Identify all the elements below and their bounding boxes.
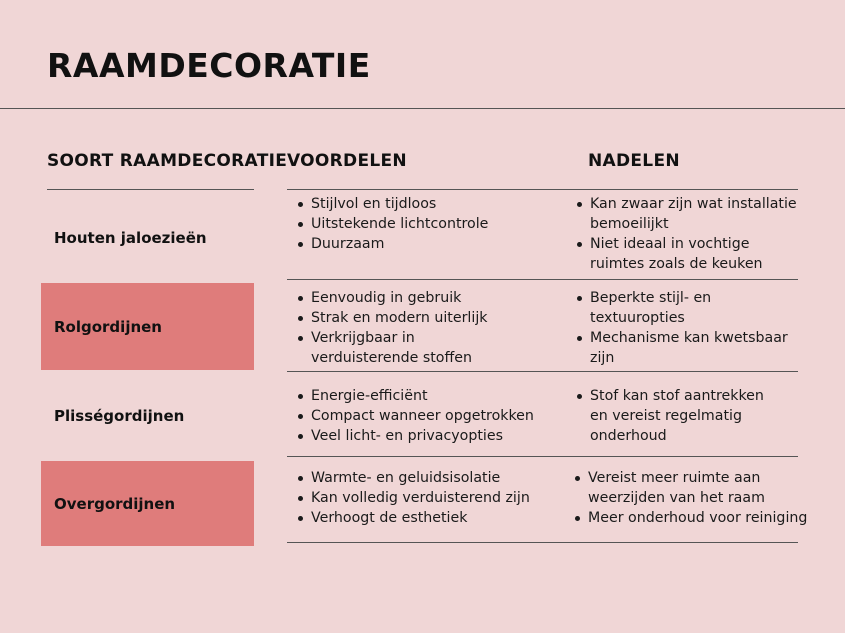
- pros-item: Veel licht- en privacyopties: [297, 426, 567, 446]
- row-type-label: Plisségordijnen: [54, 406, 185, 425]
- pros-item: Energie-efficiënt: [297, 386, 567, 406]
- row-type-houten-jaloezieen: [41, 196, 254, 280]
- row-type-label: Houten jaloezieën: [54, 229, 207, 247]
- cons-item: Mechanisme kan kwetsbaar zijn: [576, 328, 791, 368]
- row-type-plissegordijnen: [41, 373, 254, 458]
- title-divider: [0, 108, 845, 109]
- cons-list-rolgordijnen: [576, 288, 791, 368]
- header-divider: [287, 189, 798, 190]
- cons-list-overgordijnen: [574, 468, 814, 528]
- pros-item: Verkrijgbaar in verduisterende stoffen: [297, 328, 481, 368]
- cons-item: Meer onderhoud voor reiniging: [574, 508, 814, 528]
- row-divider: [287, 542, 798, 543]
- pros-item: Kan volledig verduisterend zijn: [297, 488, 567, 508]
- pros-item: Uitstekende lichtcontrole: [297, 214, 567, 234]
- row-divider: [287, 279, 798, 280]
- pros-list-houten-jaloezieen: [297, 194, 567, 254]
- row-type-rolgordijnen: [41, 283, 254, 370]
- pros-item: Strak en modern uiterlijk: [297, 308, 567, 328]
- header-cons: NADELEN: [588, 151, 680, 171]
- page-title: RAAMDECORATIE: [47, 46, 371, 85]
- row-divider: [287, 456, 798, 457]
- row-divider: [287, 371, 798, 372]
- pros-item: Stijlvol en tijdloos: [297, 194, 567, 214]
- pros-item: Duurzaam: [297, 234, 567, 254]
- pros-item: Verhoogt de esthetiek: [297, 508, 567, 528]
- pros-list-plissegordijnen: [297, 386, 567, 446]
- pros-item: Compact wanneer opgetrokken: [297, 406, 567, 426]
- header-type: SOORT RAAMDECORATIE: [47, 151, 288, 171]
- row-type-label: Rolgordijnen: [54, 317, 162, 336]
- row-type-overgordijnen: [41, 461, 254, 546]
- header-pros: VOORDELEN: [287, 151, 407, 171]
- cons-item: Stof kan stof aantrekken en vereist regelmatig onderhoud: [576, 386, 776, 446]
- cons-item: Vereist meer ruimte aan weerzijden van het raam: [574, 468, 778, 508]
- pros-list-rolgordijnen: [297, 288, 567, 368]
- pros-item: Eenvoudig in gebruik: [297, 288, 567, 308]
- header-divider-type: [47, 189, 254, 190]
- pros-item: Warmte- en geluidsisolatie: [297, 468, 567, 488]
- cons-item: Beperkte stijl- en textuuropties: [576, 288, 730, 328]
- cons-list-plissegordijnen: [576, 386, 776, 446]
- row-type-label: Overgordijnen: [54, 494, 176, 513]
- cons-list-houten-jaloezieen: [576, 194, 801, 274]
- pros-list-overgordijnen: [297, 468, 567, 528]
- cons-item: Kan zwaar zijn wat installatie bemoeilijkt: [576, 194, 801, 234]
- cons-item: Niet ideaal in vochtige ruimtes zoals de keuken: [576, 234, 801, 274]
